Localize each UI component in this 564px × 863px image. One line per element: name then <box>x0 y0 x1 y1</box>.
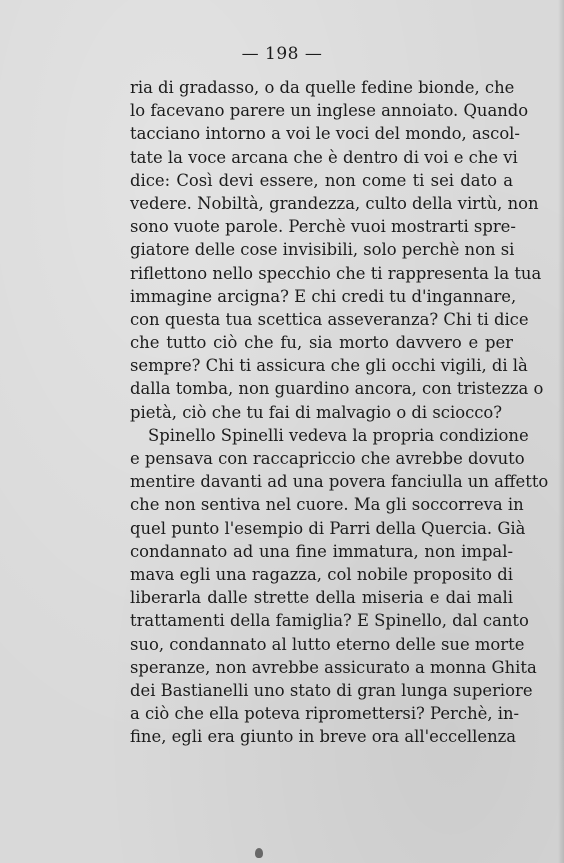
text-line: che non sentiva nel cuore. Ma gli soccorreva in <box>130 495 524 515</box>
text-line: riflettono nello specchio che ti rappresenta la tua <box>130 263 542 283</box>
text-line: dice: Così devi essere, non come ti sei dato a <box>130 170 513 190</box>
text-line: liberarla dalle strette della miseria e dai mali <box>130 588 513 608</box>
text-line: che tutto ciò che fu, sia morto davvero e per <box>130 333 513 353</box>
ink-blot-mark <box>255 848 263 858</box>
text-line: mentire davanti ad una povera fanciulla un affetto <box>130 472 549 492</box>
text-line: sono vuote parole. Perchè vuoi mostrarti spre- <box>130 217 516 237</box>
text-line: dalla tomba, non guardino ancora, con tristezza o <box>130 379 544 399</box>
text-line: speranze, non avrebbe assicurato a monna Ghita <box>130 657 537 677</box>
text-line: dei Bastianelli uno stato di gran lunga superiore <box>130 680 533 700</box>
text-line: con questa tua scettica asseveranza? Chi ti dice <box>130 309 529 329</box>
page-number: — 198 — <box>241 44 323 64</box>
text-line: pietà, ciò che tu fai di malvagio o di sciocco? <box>130 402 503 422</box>
text-line: sempre? Chi ti assicura che gli occhi vigili, di là <box>130 356 528 376</box>
text-line: e pensava con raccapriccio che avrebbe dovuto <box>130 449 525 468</box>
text-line: fine, egli era giunto in breve ora all'eccellenza <box>130 727 517 747</box>
text-line: a ciò che ella poteva ripromettersi? Perchè, in- <box>130 704 520 724</box>
text-line: quel punto l'esempio di Parri della Quercia. Già <box>130 518 526 538</box>
page-edge-shadow <box>558 0 564 863</box>
body-text <box>130 76 549 748</box>
text-line: ria di gradasso, o da quelle fedine bionde, che <box>130 78 515 97</box>
text-line: suo, condannato al lutto eterno delle sue morte <box>130 634 525 654</box>
text-line: Spinello Spinelli vedeva la propria condizione <box>148 425 529 445</box>
text-line: vedere. Nobiltà, grandezza, culto della virtù, non <box>130 193 539 213</box>
text-line: giatore delle cose invisibili, solo perchè non si <box>130 240 515 260</box>
text-line: trattamenti della famiglia? E Spinello, dal canto <box>130 611 529 631</box>
text-line: tacciano intorno a voi le voci del mondo, ascol- <box>130 124 520 144</box>
text-line: condannato ad una fine immatura, non impal- <box>130 541 513 561</box>
text-line: mava egli una ragazza, col nobile proposito di <box>130 564 513 584</box>
text-line: tate la voce arcana che è dentro di voi e che vi <box>130 147 518 167</box>
text-line: lo facevano parere un inglese annoiato. Quando <box>130 101 529 121</box>
text-line: immagine arcigna? E chi credi tu d'ingannare, <box>130 286 517 306</box>
